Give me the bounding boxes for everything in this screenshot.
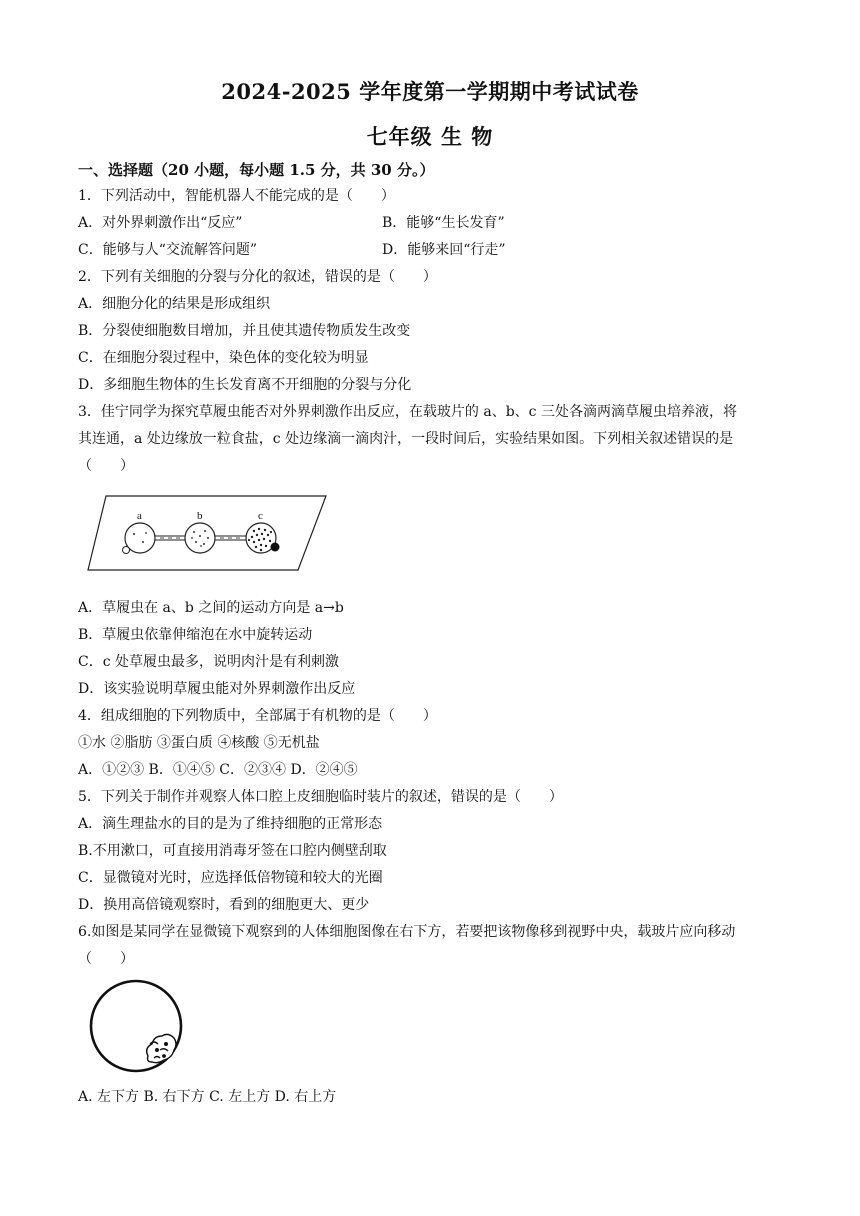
q4-options: A．①②③ B．①④⑤ C．②③④ D．②④⑤ bbox=[78, 762, 358, 778]
q2-stem: 2．下列有关细胞的分裂与分化的叙述，错误的是（ ） bbox=[78, 269, 437, 285]
section-heading: 一、选择题（20 小题，每小题 1.5 分，共 30 分。） bbox=[78, 161, 435, 179]
q3-option-a: A．草履虫在 a、b 之间的运动方向是 a→b bbox=[78, 600, 344, 616]
microscope-field-figure bbox=[86, 978, 190, 1076]
figure-label-b: b bbox=[197, 510, 203, 522]
q5-option-b: B.不用漱口，可直接用消毒牙签在口腔内侧壁刮取 bbox=[78, 843, 387, 859]
figure-label-a: a bbox=[137, 510, 142, 522]
q5-option-d: D．换用高倍镜观察时，看到的细胞更大、更少 bbox=[78, 897, 370, 913]
q2-option-a: A．细胞分化的结果是形成组织 bbox=[78, 296, 271, 312]
q5-stem: 5．下列关于制作并观察人体口腔上皮细胞临时装片的叙述，错误的是（ ） bbox=[78, 789, 563, 805]
q1-option-a: A．对外界刺激作出“反应” bbox=[78, 215, 243, 231]
figure-label-c: c bbox=[258, 510, 263, 522]
q6-stem-line1: 6.如图是某同学在显微镜下观察到的人体细胞图像在右下方，若要把该物像移到视野中央，载玻片应向移动 bbox=[78, 924, 736, 940]
q3-stem-line1: 3．佳宁同学为探究草履虫能否对外界刺激作出反应，在载玻片的 a、b、c 三处各滴两滴草履虫培养液，将 bbox=[78, 404, 737, 420]
q1-stem: 1．下列活动中，智能机器人不能完成的是（ ） bbox=[78, 188, 395, 204]
exam-subtitle: 七年级 生 物 bbox=[366, 124, 494, 149]
q3-option-d: D．该实验说明草履虫能对外界刺激作出反应 bbox=[78, 681, 356, 697]
q3-stem-line2: 其连通，a 处边缘放一粒食盐，c 处边缘滴一滴肉汁，一段时间后，实验结果如图。下列相关叙述错误的是 bbox=[78, 431, 734, 447]
q5-option-c: C．显微镜对光时，应选择低倍物镜和较大的光圈 bbox=[78, 870, 383, 886]
q2-option-d: D．多细胞生物体的生长发育离不开细胞的分裂与分化 bbox=[78, 377, 412, 393]
q6-stem-line2: （ ） bbox=[78, 951, 134, 967]
q1-option-d: D．能够来回“行走” bbox=[382, 242, 506, 258]
q5-option-a: A．滴生理盐水的目的是为了维持细胞的正常形态 bbox=[78, 816, 383, 832]
q6-options: A. 左下方 B. 右下方 C. 左上方 D. 右上方 bbox=[78, 1089, 337, 1105]
drop-b bbox=[185, 523, 215, 553]
salt-grain bbox=[123, 547, 130, 554]
paramecium-slide-figure bbox=[84, 490, 334, 576]
q2-option-c: C．在细胞分裂过程中，染色体的变化较为明显 bbox=[78, 350, 369, 366]
q3-option-b: B．草履虫依靠伸缩泡在水中旋转运动 bbox=[78, 627, 313, 643]
q3-option-c: C．c 处草履虫最多，说明肉汁是有利刺激 bbox=[78, 654, 340, 670]
q4-stem: 4．组成细胞的下列物质中，全部属于有机物的是（ ） bbox=[78, 708, 437, 724]
q2-option-b: B．分裂使细胞数目增加，并且使其遗传物质发生改变 bbox=[78, 323, 411, 339]
q1-option-b: B．能够“生长发育” bbox=[382, 215, 505, 231]
exam-title: 2024-2025 学年度第一学期期中考试试卷 bbox=[221, 79, 639, 104]
meat-juice-drop bbox=[271, 543, 280, 552]
q1-option-c: C．能够与人“交流解答问题” bbox=[78, 242, 258, 258]
q3-stem-line3: （ ） bbox=[78, 458, 134, 474]
q4-items: ①水 ②脂肪 ③蛋白质 ④核酸 ⑤无机盐 bbox=[78, 735, 320, 751]
